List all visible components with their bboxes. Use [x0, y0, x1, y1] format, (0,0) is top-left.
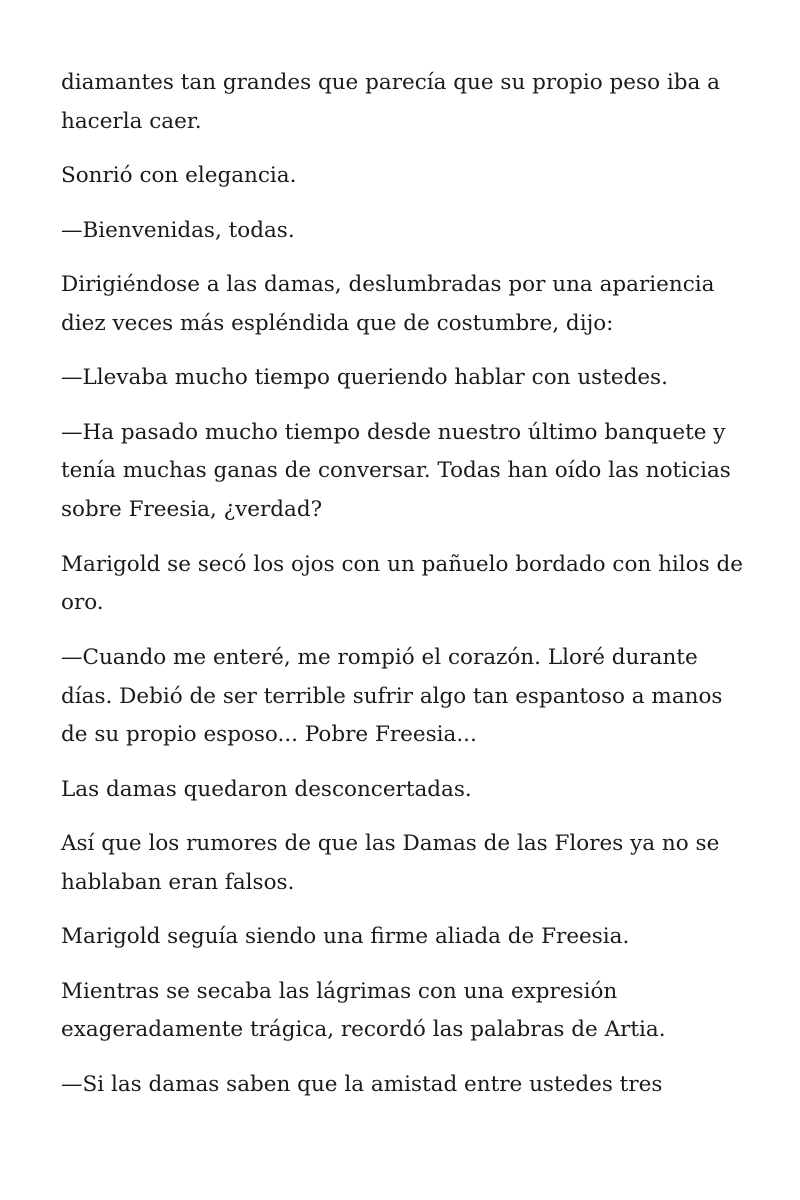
- paragraph: —Si las damas saben que la amistad entre ustedes tres: [61, 1071, 663, 1097]
- paragraph: Sonrió con elegancia.: [61, 163, 297, 189]
- paragraph: Dirigiéndose a las damas, deslumbradas por una apariencia diez veces más espléndida que de costumbre, dijo:: [61, 271, 715, 336]
- paragraph: Mientras se secaba las lágrimas con una expresión exageradamente trágica, recordó las palabras de Artia.: [61, 978, 666, 1043]
- paragraph: —Llevaba mucho tiempo queriendo hablar con ustedes.: [61, 365, 668, 391]
- paragraph: —Bienvenidas, todas.: [61, 217, 295, 243]
- paragraph: Las damas quedaron desconcertadas.: [61, 776, 472, 802]
- paragraph: Marigold seguía siendo una firme aliada de Freesia.: [61, 924, 630, 950]
- paragraph: Marigold se secó los ojos con un pañuelo bordado con hilos de oro.: [61, 551, 743, 616]
- paragraph: —Cuando me enteré, me rompió el corazón. Lloré durante días. Debió de ser terrible sufrir algo tan espantoso a manos de su propio esposo... Pobre Freesia...: [61, 644, 723, 748]
- paragraph: diamantes tan grandes que parecía que su propio peso iba a hacerla caer.: [61, 70, 720, 134]
- paragraph: Así que los rumores de que las Damas de las Flores ya no se hablaban eran falsos.: [61, 831, 720, 895]
- paragraph: —Ha pasado mucho tiempo desde nuestro último banquete y tenía muchas ganas de conversar. Todas han oído las noticias sobre Freesia, ¿verdad?: [61, 419, 731, 523]
